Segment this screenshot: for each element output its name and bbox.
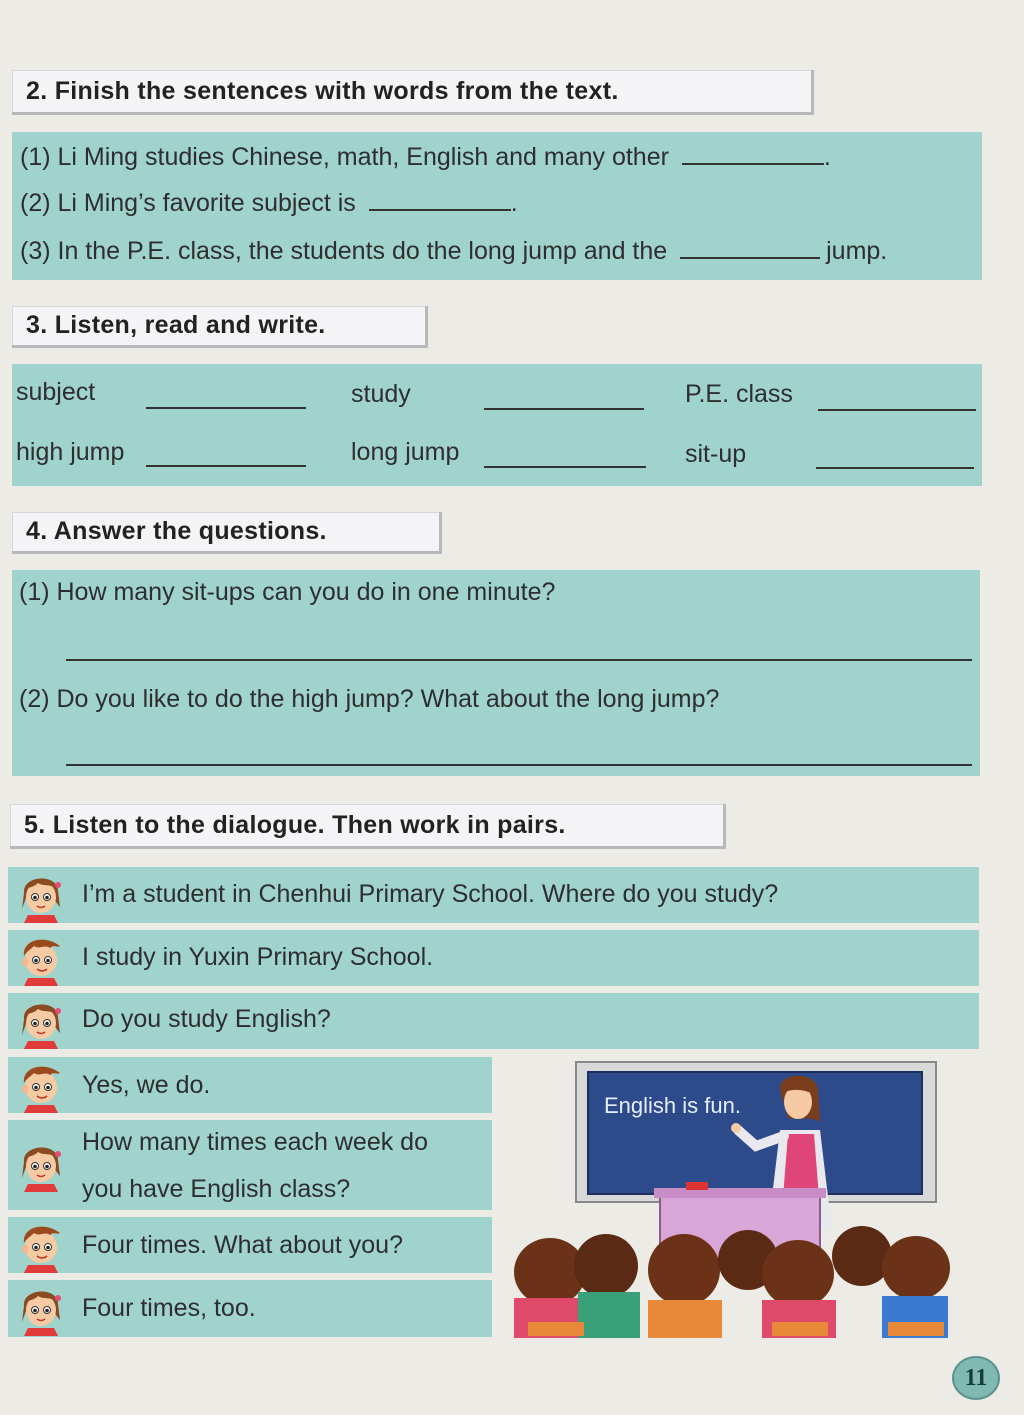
dialogue-text-1: I’m a student in Chenhui Primary School. Where do you study? [82,880,779,908]
blackboard-text: English is fun. [604,1093,741,1118]
boy-avatar-icon [14,932,68,986]
section-2-heading: 2. Finish the sentences with words from the text. [12,70,814,115]
sentence-3-text: (3) In the P.E. class, the students do the long jump and the [20,237,668,265]
dialogue-text-2: I study in Yuxin Primary School. [82,943,434,971]
sentence-3-blank[interactable] [680,256,820,259]
answer-line-1[interactable] [66,659,972,661]
dialogue-text-3: Do you study English? [82,1005,331,1033]
question-1: (1) How many sit-ups can you do in one minute? [19,578,556,606]
section-3-heading: 3. Listen, read and write. [12,306,428,348]
sentence-1 [20,143,831,172]
girl-avatar-icon [14,1282,68,1336]
blank-long-jump[interactable] [484,466,646,468]
word-long-jump: long jump [351,438,460,466]
page-number: 11 [952,1356,1000,1400]
girl-avatar-icon [14,1138,68,1192]
word-study: study [351,380,411,408]
dialogue-text-5b: you have English class? [82,1175,351,1203]
sentence-1-blank[interactable] [682,162,824,165]
classroom-illustration [498,1060,960,1340]
girl-avatar-icon [14,995,68,1049]
dialogue-line-1 [8,867,979,923]
dialogue-line-2 [8,930,979,986]
sentence-2 [20,189,518,218]
blank-pe-class[interactable] [818,409,976,411]
sentence-3 [20,237,887,266]
boy-avatar-icon [14,1059,68,1113]
girl-avatar-icon [14,869,68,923]
sentence-1-text: (1) Li Ming studies Chinese, math, English and many other [20,143,669,171]
dialogue-text-6: Four times. What about you? [82,1231,403,1259]
word-pe-class: P.E. class [685,380,793,408]
blank-subject[interactable] [146,407,306,409]
dialogue-line-3 [8,993,979,1049]
word-sit-up: sit-up [685,440,747,468]
dialogue-line-7 [8,1280,492,1337]
section-5-heading: 5. Listen to the dialogue. Then work in pairs. [10,804,726,849]
sentence-1-period: . [823,143,831,171]
dialogue-text-4: Yes, we do. [82,1071,211,1099]
answer-line-2[interactable] [66,764,972,766]
dialogue-text-7: Four times, too. [82,1294,256,1322]
sentence-3-jump: jump. [826,237,888,265]
blank-sit-up[interactable] [816,467,974,469]
sentence-2-blank[interactable] [369,208,511,211]
word-subject: subject [16,378,96,406]
section-4-heading: 4. Answer the questions. [12,512,442,554]
question-2: (2) Do you like to do the high jump? What about the long jump? [19,685,720,713]
blackboard [588,1072,922,1194]
sentence-2-period: . [510,189,518,217]
word-high-jump: high jump [16,438,125,466]
blank-high-jump[interactable] [146,465,306,467]
dialogue-text-5a: How many times each week do [82,1128,428,1156]
blank-study[interactable] [484,408,644,410]
dialogue-line-6 [8,1217,492,1273]
dialogue-line-5 [8,1120,492,1210]
dialogue-line-4 [8,1057,492,1113]
boy-avatar-icon [14,1219,68,1273]
sentence-2-text: (2) Li Ming’s favorite subject is [20,189,356,217]
